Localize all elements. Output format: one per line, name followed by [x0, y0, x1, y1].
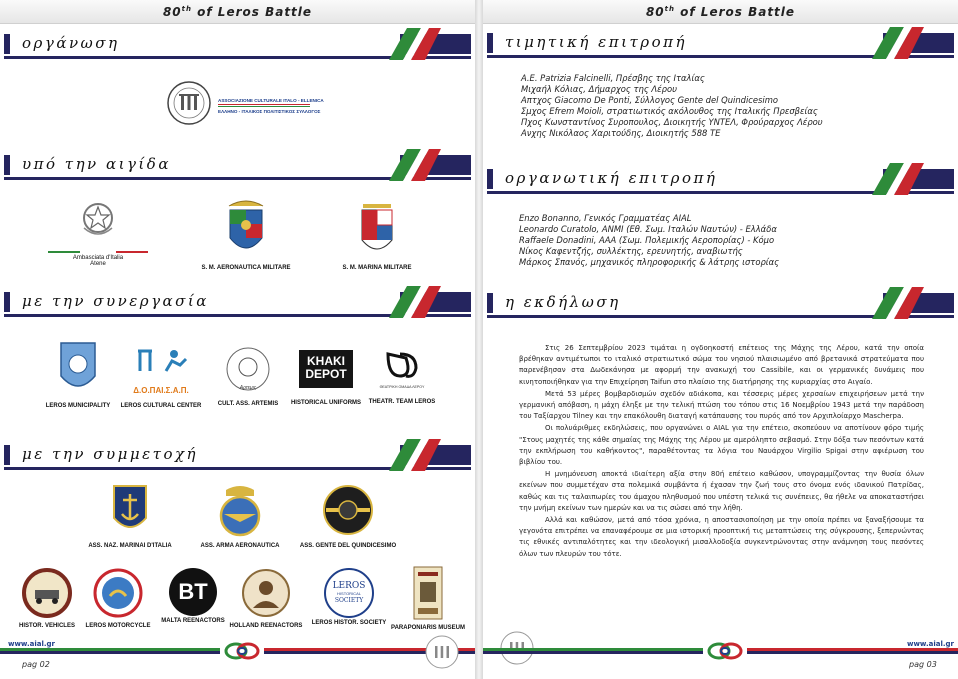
- municipality-shield-icon: [58, 340, 98, 398]
- artemis-logo-text: Αρτεμις: [239, 385, 257, 391]
- logo-malta-reenactors: [156, 568, 230, 624]
- section-organization: [4, 30, 471, 60]
- page-gutter: [475, 0, 483, 679]
- section-title: η εκδήλωση: [505, 293, 621, 311]
- aial-seal-footer-icon: [424, 634, 460, 670]
- museum-poster-icon: [413, 566, 443, 620]
- left-page: [0, 0, 475, 679]
- section-auspices: [4, 151, 471, 181]
- air-force-crest-icon: [225, 198, 267, 260]
- right-header-title: 80th of Leros Battle: [645, 5, 796, 19]
- organizing-member: Μάρκος Σπανός, μηχανικός πληροφορικής & λάτρης ιστορίας: [519, 257, 780, 267]
- logo-paraponiaris-museum: [384, 566, 472, 631]
- right-header: [483, 0, 958, 24]
- section-title: τιμητική επιτροπή: [505, 33, 687, 51]
- org-logo: [166, 80, 324, 126]
- article-paragraph: Οι πολυάριθμες εκδηλώσεις, που οργανώνει ο AIAL για την επέτειο, σκοπεύουν να αποτίνουν φόρο τιμής "Στους μαχητές της κάθε σημαίας της Μάχης της Λέρου με αμερόληπτο σεβασμό. Στην δόξα των πεσόντων κατά την εκπλήρωση του καθήκοντος", παραθέτοντας τα λόγια του Ναυάρχου Virgilio Spigai στην αφιέρωση του βιβλίου του.: [519, 424, 924, 467]
- logo-caption: Atene: [90, 261, 106, 267]
- air-association-badge-icon: [212, 482, 268, 538]
- logo-caption: LEROS MOTORCYCLE: [85, 623, 151, 629]
- honorary-member: Ανχης Νικόλαος Χαριτούδης, Διοικητής 588 ΤΕ: [521, 128, 721, 138]
- right-page-number: pag 03: [909, 660, 937, 669]
- logo-leros-municipality: [40, 340, 116, 409]
- honorary-committee-list: [521, 73, 941, 139]
- logo-caption: MALTA REENACTORS: [161, 618, 225, 624]
- interlaced-rings-icon: [705, 640, 745, 662]
- section-title: οργάνωση: [22, 34, 120, 52]
- historic-vehicles-badge-icon: [22, 568, 72, 618]
- malta-reenactors-badge: BT: [169, 568, 217, 616]
- section-event: [487, 289, 954, 319]
- organizing-member: Leonardo Curatolo, ANMI (Εθ. Σωμ. Ιταλών Ναυτών) - Ελλάδα: [519, 224, 777, 234]
- logo-caption: ASS. NAZ. MARINAI D'ITALIA: [88, 543, 172, 549]
- organizing-member: Raffaele Donadini, AAA (Σωμ. Πολεμικής Αεροπορίας) - Κόμο: [519, 235, 775, 245]
- right-page: [483, 0, 958, 679]
- khaki-depot-badge: KHAKI DEPOT: [299, 350, 353, 388]
- logo-caption: LEROS HISTOR. SOCIETY: [311, 620, 387, 626]
- section-title: υπό την αιγίδα: [22, 155, 171, 173]
- right-website: www.aial.gr: [907, 640, 954, 648]
- italian-flag-stripes-icon: [864, 163, 924, 195]
- org-logo-text-it: ASSOCIAZIONE CULTURALE ITALO - ELLENICA: [218, 98, 324, 103]
- logo-caption: Ambasciata d'Italia: [72, 255, 124, 261]
- logo-arma-aeronautica: [190, 482, 290, 549]
- italian-flag-stripes-icon: [381, 439, 441, 471]
- cultural-center-logo-text: Δ.Ο.ΠΑΙ.Σ.Α.Π.: [133, 386, 189, 395]
- article-paragraph: Μετά 53 μέρες βομβαρδισμών σχεδόν αδιάκοπα, και τέσσερις μέρες χερσαίων επιχειρήσεων μετά την γερμανική απόβαση, η μάχη έληξε με την τελική πτώση του τόπου στις 16 Νοεμβρίου 1943 μετά την παράδοση του Ταξίαρχου Tilney και την επακόλουθη διαταγή κατάπαυσης του πυρός από τον Αρχιπλοίαρχο Mascherpa.: [519, 389, 924, 421]
- honorary-member: Απτχος Giacomo De Ponti, Σύλλογος Gente del Quindicesimo: [521, 95, 779, 105]
- logo-caption: LEROS CULTURAL CENTER: [120, 403, 202, 409]
- quindicesimo-badge-icon: [320, 482, 376, 538]
- section-cooperation: [4, 288, 471, 318]
- italian-emblem-icon: [78, 198, 118, 240]
- theatre-masks-icon: [384, 350, 420, 380]
- logo-caption: HOLLAND REENACTORS: [229, 623, 303, 629]
- left-website: www.aial.gr: [8, 640, 55, 648]
- organizing-member: Enzo Bonanno, Γενικός Γραμματέας AIAL: [519, 213, 692, 223]
- logo-caption: CULT. ASS. ARTEMIS: [217, 401, 279, 407]
- navy-anchor-shield-icon: [111, 480, 149, 538]
- honorary-member: Σμχος Efrem Moioli, στρατιωτικός ακόλουθος της Ιταλικής Πρεσβείας: [521, 106, 818, 116]
- theatre-logo-text: ΘΕΑΤΡΙΚΗ ΟΜΑΔΑ ΛΕΡΟΥ: [379, 385, 425, 389]
- cultural-center-logo-icon: [130, 345, 192, 381]
- logo-leros-cultural-center: [118, 345, 204, 409]
- logo-caption: THEATR. TEAM LEROS: [368, 399, 436, 405]
- logo-khaki-depot: [288, 350, 364, 406]
- italian-flag-stripes-icon: [864, 27, 924, 59]
- logo-caption: LEROS MUNICIPALITY: [45, 403, 111, 409]
- organizing-committee-list: [519, 213, 939, 268]
- logo-caption: ASS. GENTE DEL QUINDICESIMO: [299, 543, 397, 549]
- historical-society-badge: LEROS HISTORICAL SOCIETY: [324, 568, 374, 618]
- logo-caption: PARAPONIARIS MUSEUM: [391, 625, 465, 631]
- logo-artemis: [212, 346, 284, 407]
- left-header: [0, 0, 475, 24]
- logo-marina: [332, 198, 422, 271]
- honorary-member: A.E. Patrizia Falcinelli, Πρέσβης της Ιταλίας: [521, 73, 705, 83]
- logo-theatre-team: [364, 350, 440, 405]
- logo-ambasciata: [48, 198, 148, 267]
- section-honorary-committee: [487, 29, 954, 59]
- section-title: με την συνεργασία: [22, 292, 209, 310]
- section-title: με την συμμετοχή: [22, 445, 199, 463]
- holland-reenactors-badge-icon: [241, 568, 291, 618]
- section-title: οργανωτική επιτροπή: [505, 169, 718, 187]
- logo-caption: S. M. AERONAUTICA MILITARE: [201, 265, 291, 271]
- logo-aeronautica: [192, 198, 300, 271]
- italian-flag-stripes-icon: [381, 286, 441, 318]
- article-paragraph: Η μνημόνευση αποκτά ιδιαίτερη αξία στην 80ή επέτειο καθώσον, υπογραμμίζοντας την θυσία όλων εκείνων που συμμετέχαν στα πολεμικά συμβάντα ή έχασαν την ζωή τους στο όνομα ενός ιδανικού Πατρίδας, καθώς και τις ταλαιπωρίες του άμαχου πληθυσμού που υπέστη τελικά τις συνέπειες, θα ήθελε να αποκαταστήσει την μνήμη εκείνων των ημερών και να τις σώσει από την λήθη.: [519, 470, 924, 512]
- logo-gente-quindicesimo: [298, 482, 398, 549]
- logo-histor-vehicles: [14, 568, 80, 629]
- logo-caption: ASS. ARMA AERONAUTICA: [200, 543, 280, 549]
- logo-caption: HISTORICAL UNIFORMS: [290, 400, 362, 406]
- logo-caption: HISTOR. VEHICLES: [19, 623, 75, 629]
- event-article: [519, 343, 924, 561]
- honorary-member: Μιχαήλ Κόλιας, Δήμαρχος της Λέρου: [521, 84, 677, 94]
- org-logo-text-gr: ΕΛΛΗΝΟ - ΙΤΑΛΙΚΟΣ ΠΟΛΙΤΙΣΤΙΚΟΣ ΣΥΛΛΟΓΟΣ: [218, 109, 321, 114]
- italian-flag-stripes-icon: [381, 149, 441, 181]
- logo-leros-motorcycle: [82, 568, 154, 629]
- italian-flag-stripes-icon: [864, 287, 924, 319]
- section-participation: [4, 441, 471, 471]
- honorary-member: Πχος Κωνσταντίνος Συροπουλος, Διοικητής ΥΝΤΕΛ, Φρούραρχος Λέρου: [521, 117, 823, 127]
- motorcycle-club-badge-icon: [93, 568, 143, 618]
- article-paragraph: Στις 26 Σεπτεμβρίου 2023 τιμάται η ογδοηκοστή επέτειος της Μάχης της Λέρου, κατά την οποία βρέθηκαν αντιμέτωποι το ιταλικό στρατιωτικό σώμα του νησιού πλαισιωμένο από βρετανικά στρατεύματα που παρενέβησαν στα Δωδεκάνησα με αφορμή την ανακωχή του Cassibile, και οι γερμανικές δυνάμεις που κινητοποιήθηκαν για την Επιχείρηση Taifun στο πλαίσιο της διατήρησης της κυριαρχίας στο Αιγαίο.: [519, 344, 924, 386]
- organizing-member: Νίκος Καφεντζής, συλλέκτης, ερευνητής, αναβιωτής: [519, 246, 743, 256]
- section-organizing-committee: [487, 165, 954, 195]
- article-paragraph: Αλλά και καθώσον, μετά από τόσα χρόνια, η αποστασιοποίηση με την οποία πρέπει να ξαναξήσουμε τα γεγονότα επιτρέπει να επαναφέρουμε σε μια ιστορική προοπτική τις μεταπτώσεις της σύγκρουσης, ξεπερνώντας τις εθνικές αντιπαλότητες και την ιδεολογική μισαλλοδοξία συγκεντρώνοντας στην ανάμνηση τους πεσόντες όλων των πλευρών του τότε.: [519, 516, 924, 558]
- logo-leros-historical-society: [308, 568, 390, 626]
- logo-marinai-italia: [82, 480, 178, 549]
- logo-caption: S. M. MARINA MILITARE: [342, 265, 412, 271]
- left-page-number: pag 02: [22, 660, 50, 669]
- interlaced-rings-icon: [222, 640, 262, 662]
- left-header-title: 80th of Leros Battle: [162, 5, 313, 19]
- italian-flag-stripes-icon: [381, 28, 441, 60]
- logo-holland-reenactors: [226, 568, 306, 629]
- aial-seal-icon: [166, 80, 212, 126]
- navy-crest-icon: [357, 198, 397, 260]
